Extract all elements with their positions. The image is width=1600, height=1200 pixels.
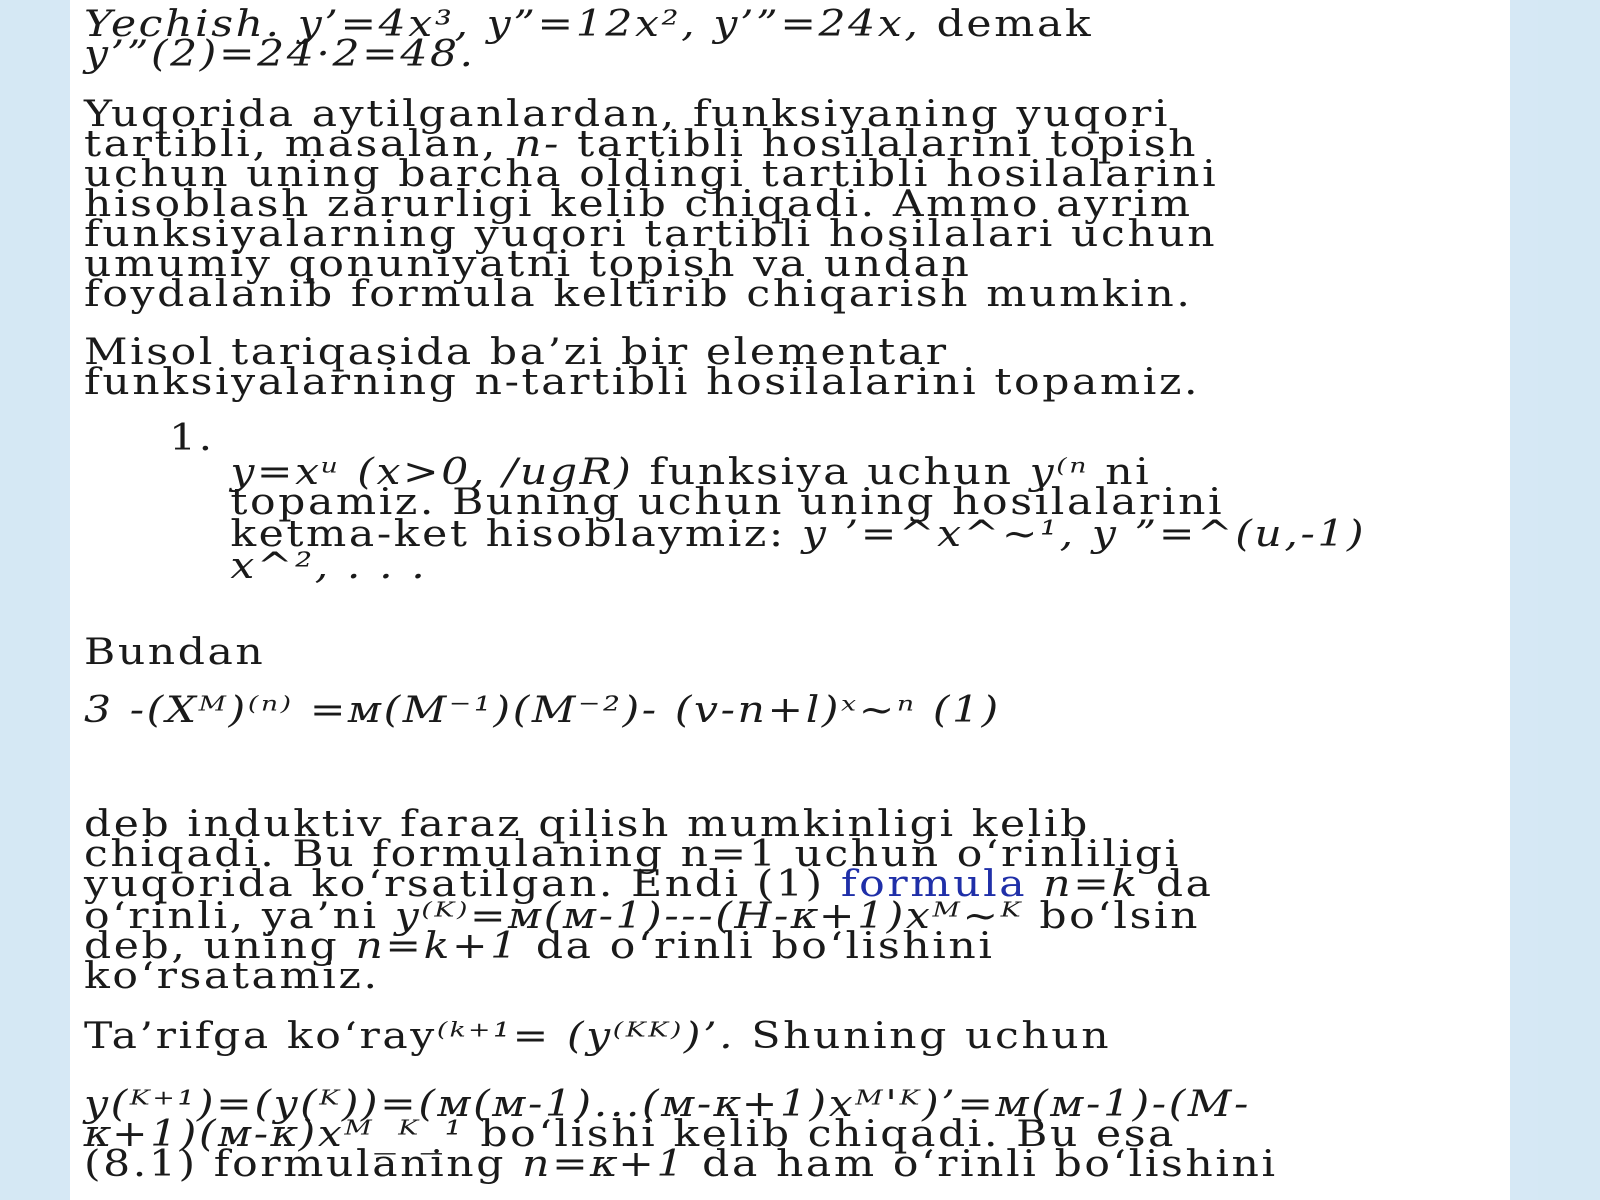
text-span: Ta’rifga ko‘ray [84,1016,437,1057]
solution-result: y’”(2)=24·2=48. [84,34,476,75]
formula-link[interactable]: formula [840,864,1028,905]
paragraph-5-line-1: y(ᴷ⁺¹)=(y(ᴷ))=(ᴍ(ᴍ-1)...(ᴍ-ᴋ+1)xᴹ'ᴷ)’=ᴍ(ᴍ-1)-(M- [84,1084,1251,1125]
derivative-symbol: y⁽ⁿ [1029,452,1090,493]
text-span: funksiya uchun [649,452,1014,493]
list-item-line-3 [230,514,1367,555]
italic-n-eq-k1: n=ᴋ+1 [522,1144,687,1185]
list-item-line-4: x^², . . . [230,546,428,587]
right-margin-band [1508,0,1538,1200]
text-span: tartibli hosilalarini topish [577,124,1199,165]
text-span: da [1155,864,1214,905]
text-span: ni [1105,452,1152,493]
text-span: deb, uning [84,926,340,967]
solution-derivatives: Yechish. y’=4x³, y”=12x², y’”=24x, [84,4,921,45]
paragraph-1-line-1: Yuqorida aytilganlardan, funksiyaning yuqori [84,94,1171,135]
result-formula: ᴋ+1)(ᴍ-ᴋ)xᴹ_ᴷ_¹ [84,1114,465,1155]
paragraph-3-line-3 [84,864,1214,905]
text-span: Shuning uchun [751,1016,1112,1057]
definition-formula: ⁽ᵏ⁺¹= (y⁽ᴷᴷ⁾)’. [436,1016,736,1057]
bundan-label: Bundan [84,632,266,673]
derivatives-formula: y ’=^x^~¹, y ”=^(u,-1) [801,514,1367,555]
hypothesis-formula: y⁽ᴷ⁾=ᴍ(ᴍ-1)---(H-ᴋ+1)xᴹ~ᴷ [394,896,1024,937]
paragraph-3-line-6: ko‘rsatamiz. [84,956,380,997]
paragraph-4 [84,1016,1112,1057]
text-span: tartibli, masalan, [84,124,498,165]
formula-1: 3 -(Xᴹ)⁽ⁿ⁾ =ᴍ(M⁻¹)(M⁻²)- (v-n+l)ˣ~ⁿ (1) [84,690,1001,731]
italic-n-eq-k1: n=k+1 [355,926,520,967]
paragraph-1-line-3: uchun uning barcha oldingi tartibli hosilalarini [84,154,1219,195]
solution-demak: demak [936,4,1094,45]
text-span: bo‘lishi kelib chiqadi. Bu esa [480,1114,1177,1155]
list-item-line-2: topamiz. Buning uchun uning hosilalarini [230,482,1225,523]
function-def: y=xᵘ (x>0, /ugR) [230,452,634,493]
paragraph-2-line-2: funksiyalarning n-tartibli hosilalarini topamiz. [84,362,1201,403]
text-span: o‘rinli, ya’ni [84,896,379,937]
text-span: bo‘lsin [1039,896,1201,937]
paragraph-5-line-3 [84,1144,1278,1185]
list-item-number: 1. [168,418,215,459]
paragraph-1-line-7: foydalanib formula keltirib chiqarish mumkin. [84,274,1193,315]
paragraph-1-line-4: hisoblash zarurligi kelib chiqadi. Ammo ayrim [84,184,1193,225]
text-span: (8.1) formulaning [84,1144,506,1185]
paragraph-2-line-1: Misol tariqasida ba’zi bir elementar [84,332,949,373]
text-span: da ham o‘rinli bo‘lishini [702,1144,1278,1185]
paragraph-3-line-1: deb induktiv faraz qilish mumkinligi kelib [84,804,1090,845]
text-span: da o‘rinli bo‘lishini [535,926,995,967]
paragraph-1-line-5: funksiyalarning yuqori tartibli hosilalari uchun [84,214,1218,255]
text-span: ketma-ket hisoblaymiz: [230,514,786,555]
text-span: yuqorida ko‘rsatilgan. Endi (1) [84,864,825,905]
paragraph-3-line-2: chiqadi. Bu formulaning n=1 uchun o‘rinliligi [84,834,1181,875]
italic-n: n- [514,124,561,165]
italic-n-eq-k: n=k [1043,864,1140,905]
paragraph-1-line-6: umumiy qonuniyatni topish va undan [84,244,972,285]
